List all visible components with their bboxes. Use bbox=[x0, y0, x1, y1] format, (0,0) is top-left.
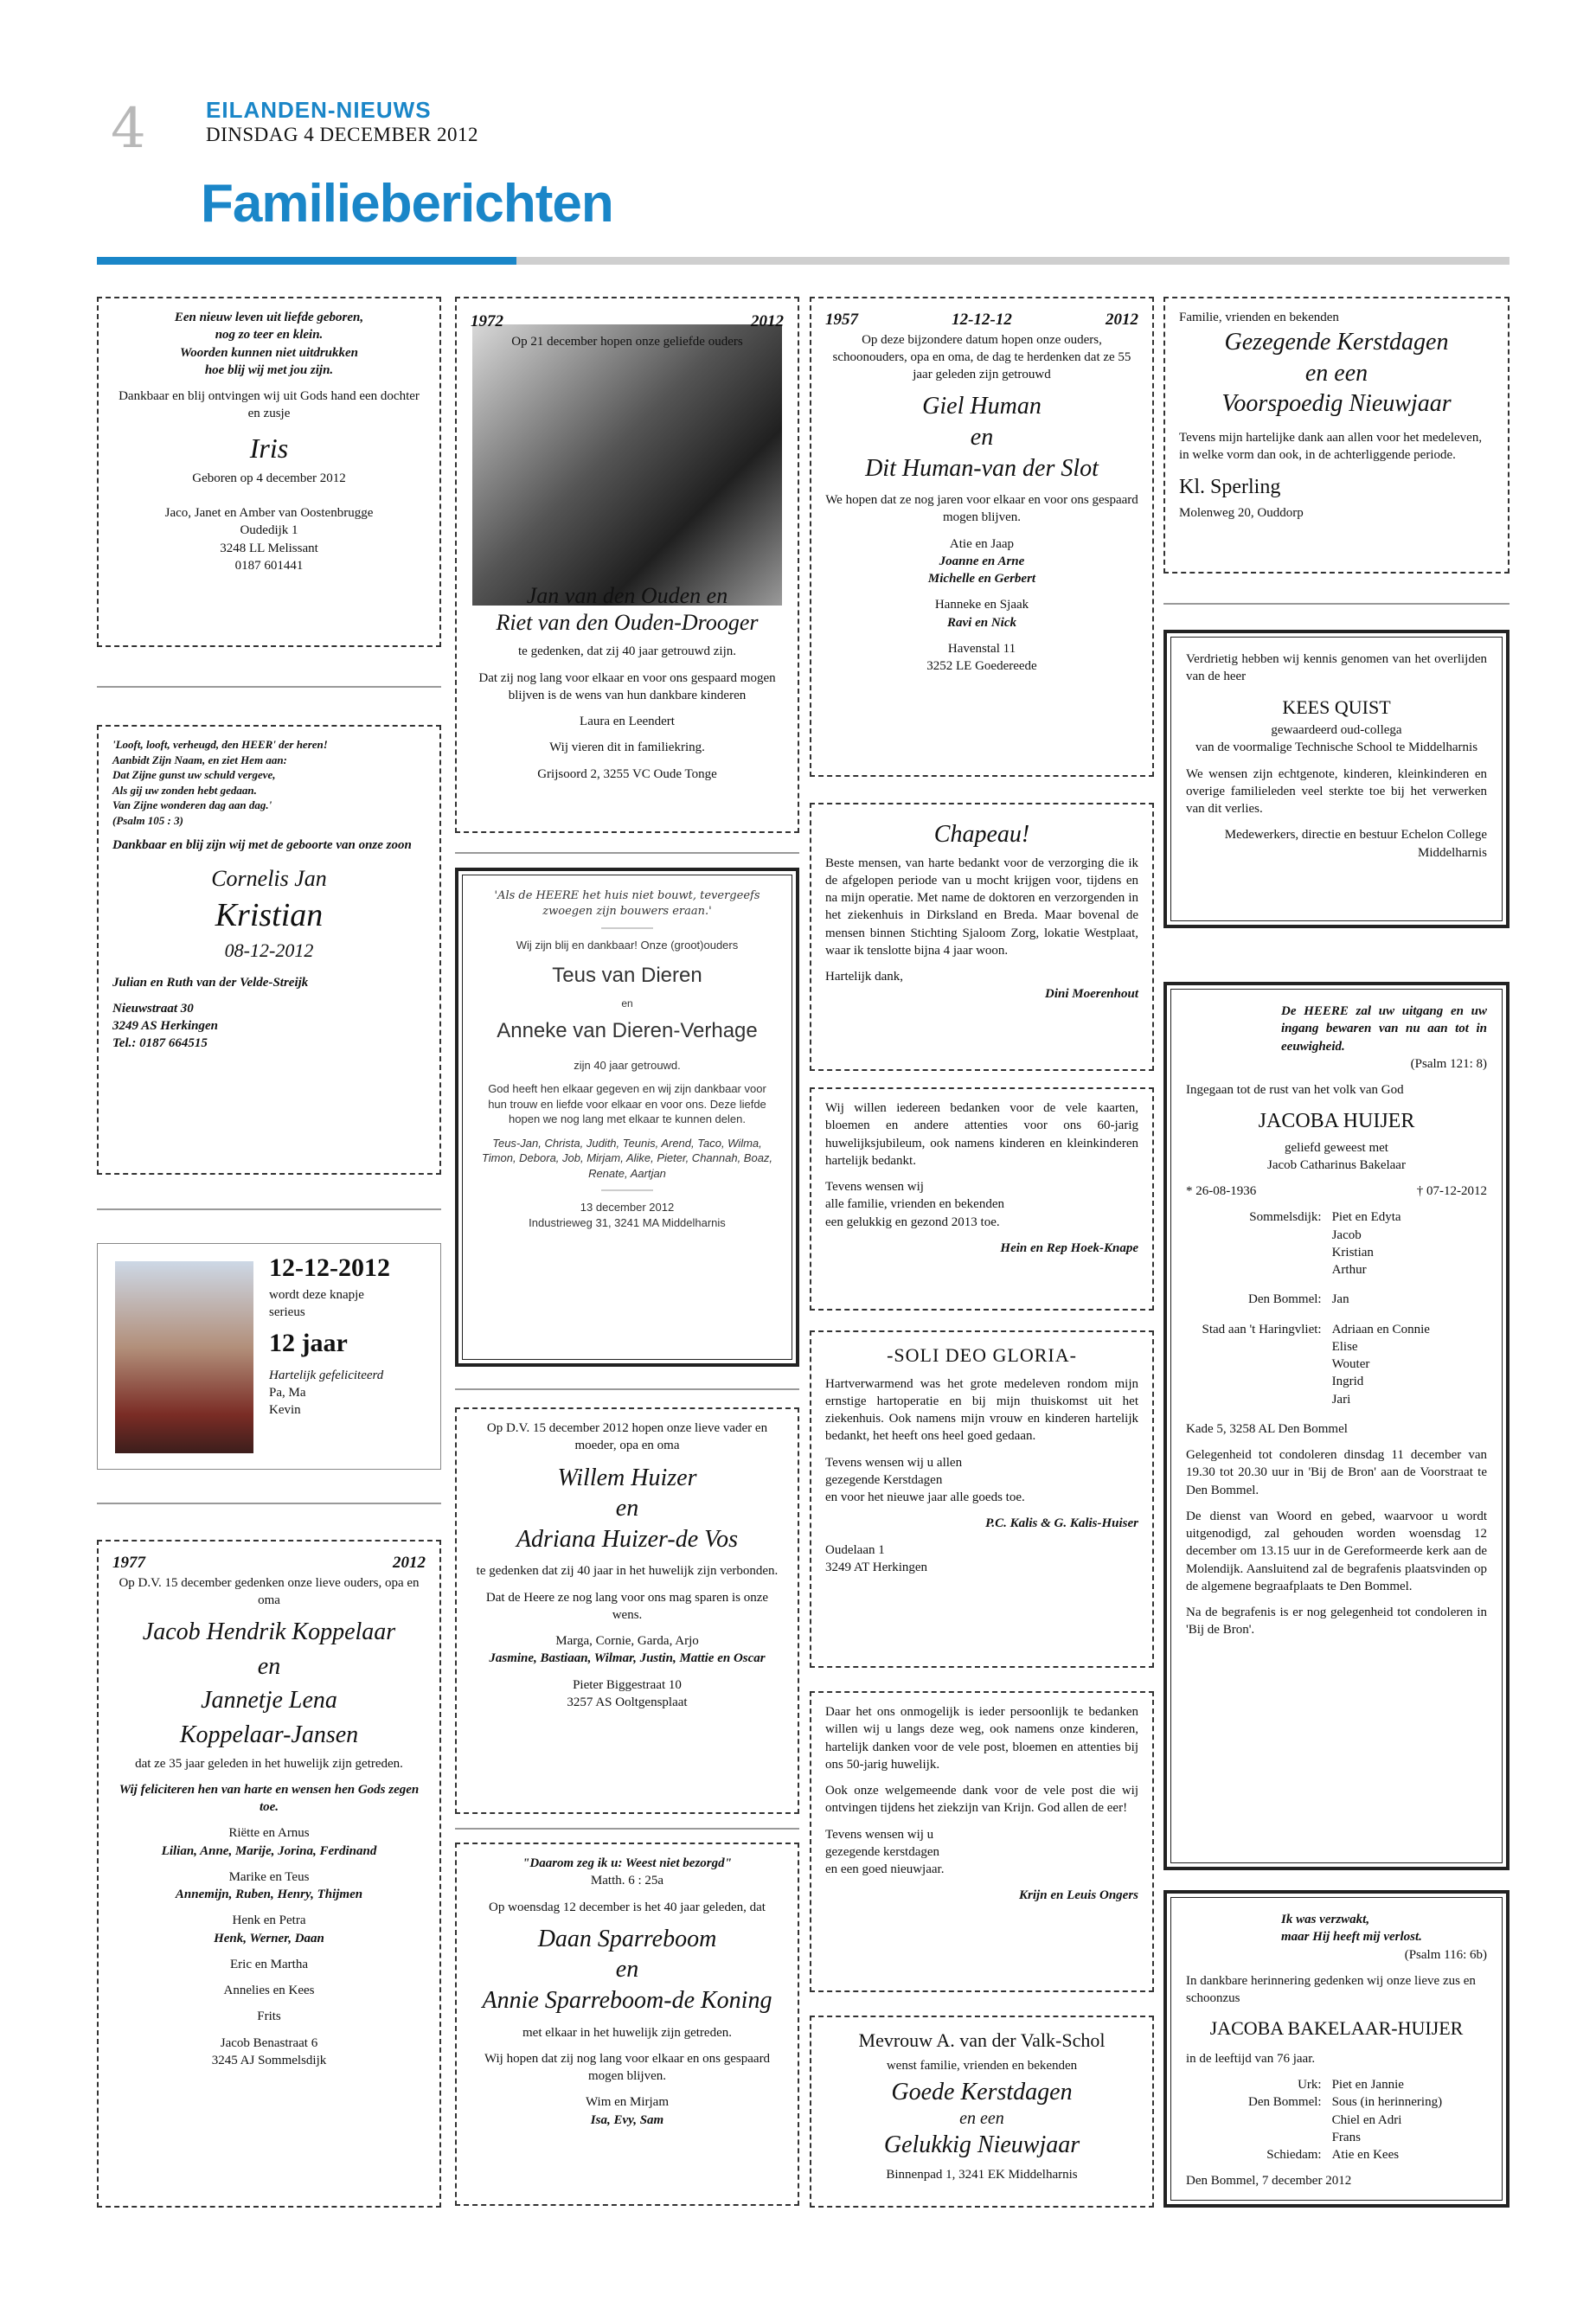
soli-deo-gloria-thanks bbox=[810, 1330, 1154, 1668]
sender-name: Kl. Sperling bbox=[1179, 475, 1281, 498]
notice-intro: Op woensdag 12 december is het 40 jaar geleden, dat bbox=[489, 1900, 766, 1914]
family-place bbox=[1186, 1244, 1322, 1261]
thanks-body: Hartverwarmend was het grote medeleven rondom mijn ernstige hartoperatie en bij mijn thuiskomst uit het ziekenhuis. Ook namens mijn vrouw en kinderen hartelijk bedankt, het heeft ons heel goed gedaan. bbox=[825, 1376, 1138, 1444]
wish-line: en voor het nieuwe jaar alle goeds toe. bbox=[825, 1490, 1025, 1505]
deceased-name: KEES QUIST bbox=[1282, 695, 1391, 718]
family-pair: Marike en Teus bbox=[228, 1869, 310, 1884]
congrats: Wij feliciteren hen van harte en wensen hen Gods zegen toe. bbox=[119, 1782, 420, 1815]
parents: Julian en Ruth van der Velde-Streijk bbox=[112, 975, 309, 990]
street: Oudelaan 1 bbox=[825, 1542, 885, 1557]
issue-date: DINSDAG 4 DECEMBER 2012 bbox=[206, 124, 478, 145]
huizer-anniversary bbox=[455, 1407, 799, 1814]
divider bbox=[97, 1208, 441, 1210]
gray-rule bbox=[516, 257, 1509, 265]
kristian-birth-notice bbox=[97, 725, 441, 1175]
divider bbox=[455, 1388, 799, 1390]
grandchildren: Lilian, Anne, Marije, Jorina, Ferdinand bbox=[161, 1843, 377, 1858]
family-names: Wouter bbox=[1331, 1357, 1370, 1372]
address: Binnenpad 1, 3241 EK Middelharnis bbox=[886, 2168, 1078, 2182]
thanks-body: Wij willen iedereen bedanken voor de vele kaarten, bloemen en andere attenties voor ons 60-jarig huwelijksjubileum, ook namens kinderen en kleinkinderen hartelijk bedankt. bbox=[825, 1101, 1138, 1168]
ongers-thanks bbox=[810, 1691, 1154, 1992]
name-1: Willem Huizer bbox=[557, 1464, 697, 1491]
valk-greetings bbox=[810, 2016, 1154, 2208]
family-place: Stad aan 't Haringvliet: bbox=[1202, 1322, 1322, 1336]
address: Grijsoord 2, 3255 VC Oude Tonge bbox=[537, 766, 717, 781]
family-place: Sommelsdijk: bbox=[1249, 1210, 1322, 1225]
signature: P.C. Kalis & G. Kalis-Huiser bbox=[985, 1516, 1138, 1531]
street: Havenstal 11 bbox=[947, 641, 1016, 656]
deceased-name: JACOBA HUIJER bbox=[1258, 1110, 1415, 1133]
family-names: Jaco, Janet en Amber van Oostenbrugge bbox=[164, 506, 374, 521]
birthday-date: 12-12-2012 bbox=[269, 1253, 390, 1282]
verse-line: Ik was verzwakt, bbox=[1281, 1913, 1370, 1926]
family-place bbox=[1186, 2129, 1322, 2146]
family-row bbox=[1186, 2093, 1487, 2111]
notice-text: dat ze 35 jaar geleden in het huwelijk zijn getreden. bbox=[135, 1756, 403, 1771]
spouse-line: geliefd geweest met bbox=[1285, 1140, 1388, 1155]
name-2a: Jannetje Lena bbox=[201, 1687, 337, 1715]
grandchildren: Michelle en Gerbert bbox=[927, 572, 1036, 586]
newspaper-brand: EILANDEN-NIEUWS bbox=[206, 97, 432, 123]
poem-line: hoe blij wij met jou zijn. bbox=[204, 362, 334, 377]
greeting-body: Tevens mijn hartelijke dank aan allen voor het medeleven, in welke vorm dan ook, in de achterliggende periode. bbox=[1179, 431, 1483, 463]
poem-line: Woorden kunnen niet uitdrukken bbox=[179, 345, 359, 360]
hoek-thanks bbox=[810, 1087, 1154, 1311]
greeting-line: Gelukkig Nieuwjaar bbox=[883, 2131, 1080, 2158]
family-names: Ingrid bbox=[1331, 1375, 1364, 1389]
street: Jacob Benastraat 6 bbox=[220, 2035, 318, 2050]
family-place: Urk: bbox=[1298, 2078, 1322, 2093]
family-names: Adriaan en Connie bbox=[1331, 1322, 1430, 1336]
grandchildren: Annemijn, Ruben, Henry, Thijmen bbox=[175, 1888, 363, 1902]
family-row bbox=[1186, 1261, 1487, 1279]
city: 3249 AS Herkingen bbox=[112, 1019, 218, 1034]
kevin-birthday-notice bbox=[97, 1243, 441, 1470]
notice-wish: Dat de Heere ze nog lang voor ons mag sparen is onze wens. bbox=[485, 1590, 769, 1622]
family-place bbox=[1186, 1373, 1322, 1390]
family-row bbox=[1186, 1244, 1487, 1261]
birthday-line: wordt deze knapje bbox=[269, 1287, 364, 1302]
greeting-connector: en een bbox=[959, 2108, 1004, 2128]
notice-intro: Op deze bijzondere datum hopen onze ouders, schoonouders, opa en oma, de dag te herdenken dat ze 55 jaar geleden zijn getrouwd bbox=[832, 332, 1131, 382]
notice-body: God heeft hen elkaar gegeven en wij zijn dankbaar voor hun trouw en liefde voor elkaar en voor ons. Deze liefde hopen we nog lang met elkaar te kunnen delen. bbox=[488, 1082, 766, 1126]
thanks-body: Beste mensen, van harte bedankt voor de verzorging die ik de afgelopen periode van u mocht krijgen voor, tijdens en na mijn operatie. Met name de doktoren en verzorgenden in het ziekenhuis in Dirksland en Breda. Maar bovenal de mensen binnen Stichting Sjaloom Zorg, lokatie Westplaat, waar ik tenslotte bijna 4 jaar woon. bbox=[825, 856, 1138, 958]
sparreboom-anniversary bbox=[455, 1843, 799, 2206]
role-detail: van de voormalige Technische School te Middelharnis bbox=[1195, 740, 1478, 755]
city: 3245 AJ Sommelsdijk bbox=[211, 2053, 327, 2067]
family-names: Jari bbox=[1331, 1392, 1351, 1407]
grandchildren: Isa, Evy, Sam bbox=[590, 2112, 664, 2127]
divider bbox=[97, 686, 441, 688]
address: Molenweg 20, Ouddorp bbox=[1179, 505, 1304, 520]
verse-line: (Psalm 105 : 3) bbox=[112, 813, 183, 827]
notice-intro: Op 21 december hopen onze geliefde ouders bbox=[511, 334, 743, 349]
grandchildren: Ravi en Nick bbox=[947, 615, 1016, 630]
notice-text: met elkaar in het huwelijk zijn getreden. bbox=[522, 2025, 732, 2040]
birthday-line: serieus bbox=[269, 1304, 305, 1319]
boy-photo bbox=[115, 1261, 253, 1453]
thanks-line: Hartelijk dank, bbox=[825, 970, 903, 984]
year-start: 1977 bbox=[112, 1554, 145, 1572]
family-place bbox=[1186, 1227, 1322, 1244]
address: Kade 5, 3258 AL Den Bommel bbox=[1186, 1421, 1348, 1436]
family-row bbox=[1186, 1391, 1487, 1408]
name-2: Adriana Huizer-de Vos bbox=[516, 1525, 739, 1553]
notice-body: We wensen zijn echtgenote, kinderen, kleinkinderen en overige familieleden veel sterkte toe bij het verwerken van dit verlies. bbox=[1186, 766, 1487, 817]
notice-intro: Op D.V. 15 december 2012 hopen onze lieve vader en moeder, opa en oma bbox=[486, 1421, 768, 1453]
from: Kevin bbox=[269, 1403, 301, 1417]
grandchildren: Joanne en Arne bbox=[939, 554, 1025, 568]
section-title: Familieberichten bbox=[201, 174, 613, 234]
thanks-body: Daar het ons onmogelijk is ieder persoonlijk te bedanken willen wij u langs deze weg, ook namens onze kinderen, hartelijk danken voor de vele post, bloemen en attenties bij ons 50-jarig huwelijk. bbox=[825, 1705, 1138, 1772]
family-pair: Eric en Martha bbox=[230, 1957, 308, 1971]
age-line: in de leeftijd van 76 jaar. bbox=[1186, 2051, 1316, 2066]
connector: en bbox=[615, 1956, 639, 1984]
name-1: Jacob Hendrik Koppelaar bbox=[142, 1618, 396, 1646]
city: 3252 LE Goedereede bbox=[926, 659, 1037, 674]
phone: 0187 601441 bbox=[234, 558, 304, 573]
deceased-name: JACOBA BAKELAAR-HUIJER bbox=[1209, 2017, 1464, 2040]
street: Nieuwstraat 30 bbox=[112, 1001, 194, 1016]
ouden-anniversary bbox=[455, 297, 799, 833]
iris-birth-notice bbox=[97, 297, 441, 647]
thanks-title: -SOLI DEO GLORIA- bbox=[887, 1344, 1077, 1366]
verse-ref: Matth. 6 : 25a bbox=[590, 1874, 664, 1888]
role: gewaardeerd oud-collega bbox=[1271, 723, 1402, 738]
city: 3249 AT Herkingen bbox=[825, 1560, 928, 1574]
date-mid: 12-12-12 bbox=[952, 311, 1012, 329]
family-names: Elise bbox=[1331, 1339, 1358, 1354]
wish-line: Tevens wensen wij u bbox=[825, 1827, 934, 1842]
kids: Laura en Leendert bbox=[580, 715, 675, 729]
family-row bbox=[1186, 1321, 1487, 1338]
family-row bbox=[1186, 1338, 1487, 1356]
accent-rule bbox=[97, 257, 516, 265]
family-names: Piet en Jannie bbox=[1331, 2078, 1404, 2093]
greeting-line: Goede Kerstdagen bbox=[891, 2078, 1073, 2106]
family-names: Frans bbox=[1331, 2130, 1361, 2144]
family-pair: Riëtte en Arnus bbox=[228, 1826, 310, 1841]
greeting-intro: Familie, vrienden en bekenden bbox=[1179, 311, 1339, 324]
family-names: Chiel en Adri bbox=[1331, 2112, 1402, 2127]
notice-intro: Op D.V. 15 december gedenken onze lieve ouders, opa en oma bbox=[119, 1575, 420, 1607]
date-place: Den Bommel, 7 december 2012 bbox=[1186, 2174, 1352, 2189]
notice-intro: Dankbaar en blij ontvingen wij uit Gods hand een dochter en zusje bbox=[119, 389, 420, 421]
bakelaar-memorial bbox=[1163, 1890, 1509, 2208]
family-place: Den Bommel: bbox=[1248, 2095, 1322, 2110]
family-row bbox=[1186, 1373, 1487, 1390]
kids: Marga, Cornie, Garda, Arjo bbox=[555, 1634, 699, 1649]
huijer-death-notice bbox=[1163, 982, 1509, 1870]
birth-date: 08-12-2012 bbox=[224, 939, 314, 961]
death-date: † 07-12-2012 bbox=[1416, 1184, 1487, 1199]
human-anniversary bbox=[810, 297, 1154, 777]
divider bbox=[1163, 603, 1509, 605]
notice-text: te gedenken, dat zij 40 jaar getrouwd zijn. bbox=[518, 644, 736, 659]
spouse-name: Jacob Catharinus Bakelaar bbox=[1267, 1157, 1406, 1172]
wish-line: een gelukkig en gezond 2013 toe. bbox=[825, 1215, 1000, 1229]
family-place: Schiedam: bbox=[1266, 2148, 1322, 2163]
grandchildren: Jasmine, Bastiaan, Wilmar, Justin, Mattie en Oscar bbox=[489, 1651, 766, 1666]
year-end: 2012 bbox=[393, 1554, 426, 1572]
signature: Medewerkers, directie en bestuur Echelon College Middelharnis bbox=[1224, 828, 1487, 860]
family-row bbox=[1186, 1208, 1487, 1226]
page-number: 4 bbox=[111, 97, 146, 161]
name-1: Giel Human bbox=[922, 393, 1042, 420]
family-row bbox=[1186, 1356, 1487, 1373]
dieren-anniversary bbox=[455, 868, 799, 1367]
grandchildren: Henk, Werner, Daan bbox=[214, 1931, 324, 1945]
name-2b: Koppelaar-Jansen bbox=[179, 1721, 359, 1748]
signature: Dini Moerenhout bbox=[1045, 987, 1138, 1002]
verse-line: Aanbidt Zijn Naam, en ziet Hem aan: bbox=[112, 753, 287, 766]
name-2: Dit Human-van der Slot bbox=[865, 454, 1099, 482]
divider bbox=[455, 852, 799, 854]
notice-text: te gedenken dat zij 40 jaar in het huwelijk zijn verbonden. bbox=[476, 1564, 779, 1579]
birth-date: Geboren op 4 december 2012 bbox=[192, 471, 346, 485]
family-names: Jan bbox=[1331, 1292, 1349, 1307]
divider bbox=[455, 1828, 799, 1830]
ornament bbox=[601, 927, 653, 929]
thanks-body-2: Ook onze welgemeende dank voor de vele post die wij ontvingen tijdens het ziekzijn van Krijn. God allen de eer! bbox=[825, 1784, 1138, 1816]
sender-name: Mevrouw A. van der Valk-Schol bbox=[858, 2029, 1106, 2051]
notice-intro: Verdrietig hebben wij kennis genomen van het overlijden van de heer bbox=[1186, 652, 1487, 684]
notice-wish: Wij hopen dat zij nog lang voor elkaar en ons gespaard mogen blijven. bbox=[484, 2051, 771, 2084]
family-place bbox=[1186, 1391, 1322, 1408]
verse-line: Als gij uw zonden hebt gedaan. bbox=[112, 783, 257, 797]
family-pair: Annelies en Kees bbox=[223, 1984, 315, 1998]
wish-line: gezegende kerstdagen bbox=[825, 1844, 940, 1859]
verse-line: maar Hij heeft mij verlost. bbox=[1281, 1930, 1422, 1945]
family-pair: Henk en Petra bbox=[232, 1913, 306, 1928]
street: Oudedijk 1 bbox=[240, 523, 298, 538]
verse: 'Als de HEERE het huis niet bouwt, tevergeefs zwoegen zijn bouwers eraan.' bbox=[494, 889, 760, 918]
phone: Tel.: 0187 664515 bbox=[112, 1036, 208, 1051]
wish: Hartelijk gefeliciteerd bbox=[269, 1368, 384, 1382]
name-1: Jan van den Ouden en bbox=[526, 582, 728, 608]
family-names: Jacob bbox=[1331, 1227, 1362, 1242]
party: Wij vieren dit in familiekring. bbox=[549, 740, 705, 755]
condolence-info: Gelegenheid tot condoleren dinsdag 11 december van 19.30 tot 20.30 uur in 'Bij de Bron' aan de Voorstraat te Den Bommel. bbox=[1186, 1448, 1487, 1497]
kids: Hanneke en Sjaak bbox=[934, 598, 1029, 612]
family-names: Arthur bbox=[1331, 1263, 1367, 1278]
verse: De HEERE zal uw uitgang en uw ingang bewaren van nu aan tot in eeuwigheid. bbox=[1281, 1004, 1487, 1054]
quist-condolence bbox=[1163, 630, 1509, 928]
family-row bbox=[1186, 1227, 1487, 1244]
verse-ref: (Psalm 116: 6b) bbox=[1404, 1947, 1487, 1962]
notice-intro: Dankbaar en blij zijn wij met de geboorte van onze zoon bbox=[112, 838, 412, 853]
notice-wish: We hopen dat ze nog jaren voor elkaar en voor ons gespaard mogen blijven. bbox=[825, 493, 1138, 525]
family-place: Den Bommel: bbox=[1248, 1292, 1322, 1307]
signature: Hein en Rep Hoek-Knape bbox=[1000, 1240, 1138, 1255]
wish-line: alle familie, vrienden en bekenden bbox=[825, 1197, 1004, 1212]
baby-name: Iris bbox=[249, 432, 289, 464]
connector: en bbox=[257, 1652, 281, 1680]
family-names: Sous (in herinnering) bbox=[1331, 2095, 1443, 2110]
kids: Wim en Mirjam bbox=[585, 2095, 670, 2110]
family-place bbox=[1186, 1356, 1322, 1373]
family-row bbox=[1186, 2076, 1487, 2093]
age: 12 jaar bbox=[269, 1329, 348, 1357]
family-row bbox=[1186, 1291, 1487, 1308]
thanks-title: Chapeau! bbox=[933, 821, 1030, 848]
notice-text: zijn 40 jaar getrouwd. bbox=[574, 1058, 681, 1072]
notice-intro: Wij zijn blij en dankbaar! Onze (groot)ouders bbox=[516, 939, 739, 952]
city: 3257 AS Ooltgensplaat bbox=[567, 1695, 688, 1709]
family-row bbox=[1186, 2112, 1487, 2129]
verse-ref: (Psalm 121: 8) bbox=[1410, 1056, 1487, 1071]
connector: en bbox=[621, 997, 633, 1010]
birth-date: * 26-08-1936 bbox=[1186, 1184, 1257, 1199]
verse-line: Van Zijne wonderen dag aan dag.' bbox=[112, 798, 272, 812]
greeting-line: Voorspoedig Nieuwjaar bbox=[1221, 390, 1452, 418]
family-row bbox=[1186, 2146, 1487, 2163]
divider bbox=[97, 1503, 441, 1504]
sperling-greetings bbox=[1163, 297, 1509, 574]
greeting-intro: wenst familie, vrienden en bekenden bbox=[886, 2058, 1078, 2073]
family-names: Kristian bbox=[1331, 1245, 1374, 1259]
year-end: 2012 bbox=[1106, 311, 1138, 329]
koppelaar-anniversary bbox=[97, 1540, 441, 2208]
family-pair: Frits bbox=[257, 2009, 281, 2024]
baby-name: Kristian bbox=[215, 896, 324, 933]
from: Pa, Ma bbox=[269, 1385, 306, 1400]
kids: Teus-Jan, Christa, Judith, Teunis, Arend, Taco, Wilma, Timon, Debora, Job, Mirjam, Alike, Pieter, Channah, Boaz, Renate, Aartjan bbox=[481, 1136, 773, 1180]
verse-line: Dat Zijne gunst uw schuld vergeve, bbox=[112, 768, 276, 782]
family-row bbox=[1186, 2129, 1487, 2146]
connector: en bbox=[615, 1495, 639, 1522]
wish-line: Tevens wensen wij bbox=[825, 1180, 924, 1194]
family-place bbox=[1186, 2112, 1322, 2129]
name-2: Annie Sparreboom-de Koning bbox=[482, 1986, 772, 2014]
chapeau-thanks bbox=[810, 803, 1154, 1071]
verse-line: 'Looft, looft, verheugd, den HEER' der heren! bbox=[112, 738, 328, 751]
ornament bbox=[601, 1189, 653, 1191]
family-place bbox=[1186, 1261, 1322, 1279]
poem-line: Een nieuw leven uit liefde geboren, bbox=[174, 311, 364, 324]
name-1: Teus van Dieren bbox=[552, 963, 702, 987]
greeting-connector: en een bbox=[1304, 359, 1368, 387]
street: Pieter Biggestraat 10 bbox=[573, 1677, 682, 1692]
wish-line: Tevens wensen wij u allen bbox=[825, 1455, 963, 1470]
verse: "Daarom zeg ik u: Weest niet bezorgd" bbox=[522, 1856, 732, 1870]
date: 13 december 2012 bbox=[580, 1201, 675, 1215]
year-start: 1972 bbox=[471, 312, 503, 330]
city: 3248 LL Melissant bbox=[220, 541, 318, 555]
after-info: Na de begrafenis is er nog gelegenheid tot condoleren in 'Bij de Bron'. bbox=[1186, 1606, 1487, 1638]
service-info: De dienst van Woord en gebed, waarvoor u wordt uitgenodigd, zal gehouden worden woensdag 12 december om 13.15 uur in de Gereformeerde kerk aan de Molendijk. Aansluitend zal de begrafenis plaatsvinden op de algemene begraafplaats te Den Bommel. bbox=[1186, 1509, 1487, 1593]
notice-intro: In dankbare herinnering gedenken wij onze lieve zus en schoonzus bbox=[1186, 1973, 1476, 2005]
wish-line: en een goed nieuwjaar. bbox=[825, 1862, 945, 1876]
name-1: Daan Sparreboom bbox=[537, 1925, 717, 1952]
family-names: Atie en Kees bbox=[1331, 2148, 1400, 2163]
family-place bbox=[1186, 1338, 1322, 1356]
year-end: 2012 bbox=[751, 312, 784, 330]
signature: Krijn en Leuis Ongers bbox=[1019, 1888, 1138, 1903]
name-2: Riet van den Ouden-Drooger bbox=[496, 610, 759, 636]
notice-wish: Dat zij nog lang voor elkaar en voor ons gespaard mogen blijven is de wens van hun dankbare kinderen bbox=[478, 670, 776, 702]
notice-intro: Ingegaan tot de rust van het volk van God bbox=[1186, 1083, 1404, 1097]
first-names: Cornelis Jan bbox=[211, 865, 327, 891]
greeting-line: Gezegende Kerstdagen bbox=[1224, 329, 1449, 356]
wish-line: gezegende Kerstdagen bbox=[825, 1472, 943, 1487]
poem-line: nog zo teer en klein. bbox=[215, 328, 324, 343]
address: Industrieweg 31, 3241 MA Middelharnis bbox=[529, 1215, 726, 1229]
couple-photo bbox=[472, 324, 782, 606]
name-2: Anneke van Dieren-Verhage bbox=[497, 1019, 758, 1043]
family-names: Piet en Edyta bbox=[1331, 1210, 1401, 1225]
connector: en bbox=[970, 423, 994, 451]
year-start: 1957 bbox=[825, 311, 858, 329]
kids: Atie en Jaap bbox=[949, 536, 1015, 551]
